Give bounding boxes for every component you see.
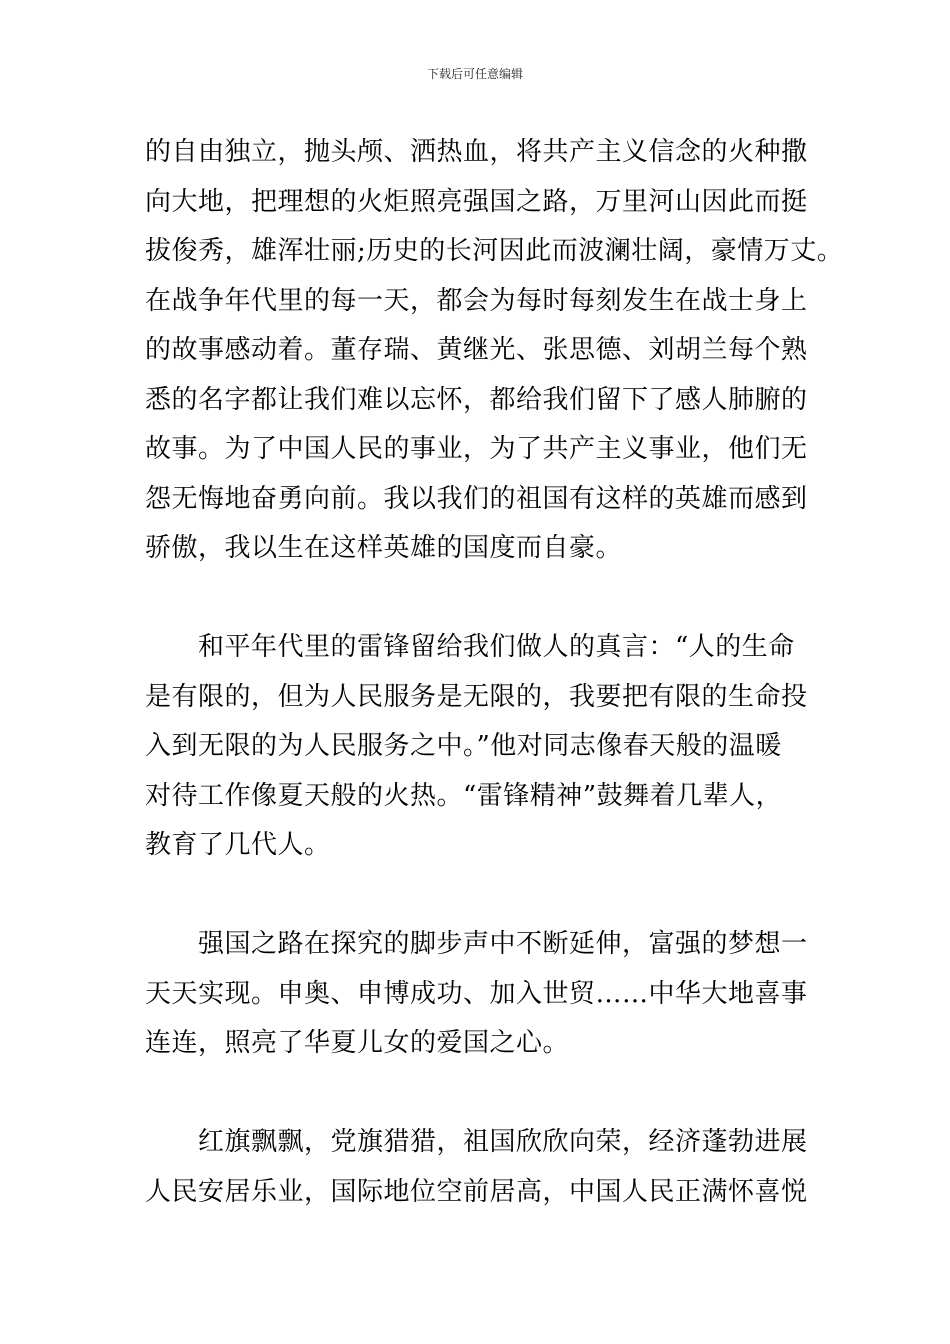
text-line: 人民安居乐业，国际地位空前居高，中国人民正满怀喜悦: [145, 1176, 808, 1207]
body-text: [145, 128, 844, 1217]
paragraph-1: [145, 128, 844, 574]
text-line: 教育了几代人。: [145, 830, 331, 860]
paragraph-gap: [145, 574, 825, 624]
text-line: 悉的名字都让我们难以忘怀，都给我们留下了感人肺腑的: [145, 384, 808, 415]
header-note: 下载后可任意编辑: [426, 67, 523, 81]
paragraph-gap: [145, 871, 825, 921]
text-line: 在战争年代里的每一天，都会为每时每刻发生在战士身上: [145, 285, 808, 316]
text-line: 入到无限的为人民服务之中。”他对同志像春天般的温暖: [145, 731, 782, 761]
paragraph-4: [145, 1118, 825, 1217]
text-line: 连连，照亮了华夏儿女的爱国之心。: [145, 1028, 570, 1058]
text-line: 强国之路在探究的脚步声中不断延伸，富强的梦想一: [198, 929, 808, 959]
paragraph-3: [145, 920, 825, 1069]
text-line: 向大地，把理想的火炬照亮强国之路，万里河山因此而挺: [145, 186, 808, 217]
paragraph-2: [145, 623, 825, 871]
text-line: 和平年代里的雷锋留给我们做人的真言：“人的生命: [198, 632, 795, 662]
text-line: 拔俊秀，雄浑壮丽;历史的长河因此而波澜壮阔，豪情万丈。: [145, 236, 844, 266]
text-line: 是有限的，但为人民服务是无限的，我要把有限的生命投: [145, 681, 808, 712]
text-line: 的自由独立，抛头颅、洒热血，将共产主义信念的火种撒: [145, 137, 808, 167]
paragraph-gap: [145, 1069, 825, 1119]
text-line: 的故事感动着。董存瑞、黄继光、张思德、刘胡兰每个熟: [145, 335, 808, 365]
text-line: 骄傲，我以生在这样英雄的国度而自豪。: [145, 533, 623, 563]
text-line: 红旗飘飘，党旗猎猎，祖国欣欣向荣，经济蓬勃进展: [198, 1127, 808, 1157]
text-line: 怨无悔地奋勇向前。我以我们的祖国有这样的英雄而感到: [145, 483, 808, 514]
text-line: 故事。为了中国人民的事业，为了共产主义事业，他们无: [145, 434, 808, 464]
text-line: 天天实现。申奥、申博成功、加入世贸……中华大地喜事: [145, 978, 808, 1009]
text-line: 对待工作像夏天般的火热。“雷锋精神”鼓舞着几辈人，: [145, 780, 783, 811]
